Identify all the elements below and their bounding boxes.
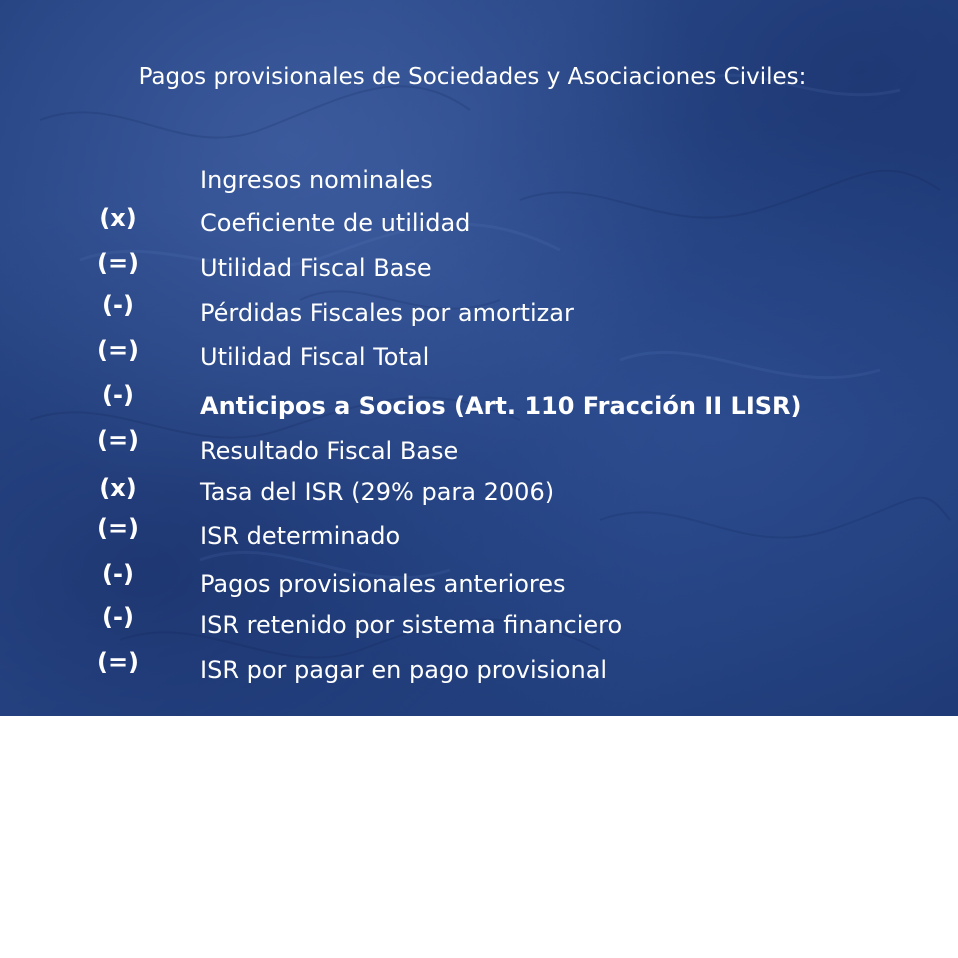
row-label-2: Utilidad Fiscal Base (200, 254, 432, 282)
row-label-10: ISR retenido por sistema financiero (200, 611, 623, 639)
operator-11: (=) (96, 648, 140, 676)
operator-8: (=) (96, 514, 140, 542)
row-label-9: Pagos provisionales anteriores (200, 570, 566, 598)
slide-title: Pagos provisionales de Sociedades y Asociaciones Civiles: (138, 64, 807, 90)
operator-4: (=) (96, 336, 140, 364)
row-label-8: ISR determinado (200, 522, 401, 550)
operator-6: (=) (96, 426, 140, 454)
operator-1: (x) (99, 204, 137, 232)
row-label-0: Ingresos nominales (200, 166, 433, 194)
row-label-4: Utilidad Fiscal Total (200, 343, 430, 371)
operator-10: (-) (102, 603, 134, 631)
row-label-11: ISR por pagar en pago provisional (200, 656, 608, 684)
row-label-1: Coeficiente de utilidad (200, 209, 471, 237)
row-label-7: Tasa del ISR (29% para 2006) (200, 478, 555, 506)
operator-7: (x) (99, 474, 137, 502)
row-label-5: Anticipos a Socios (Art. 110 Fracción II LISR) (200, 392, 802, 420)
operator-5: (-) (102, 381, 134, 409)
row-label-3: Pérdidas Fiscales por amortizar (200, 299, 574, 327)
operator-2: (=) (96, 249, 140, 277)
row-label-6: Resultado Fiscal Base (200, 437, 459, 465)
operator-9: (-) (102, 560, 134, 588)
operator-3: (-) (102, 291, 134, 319)
